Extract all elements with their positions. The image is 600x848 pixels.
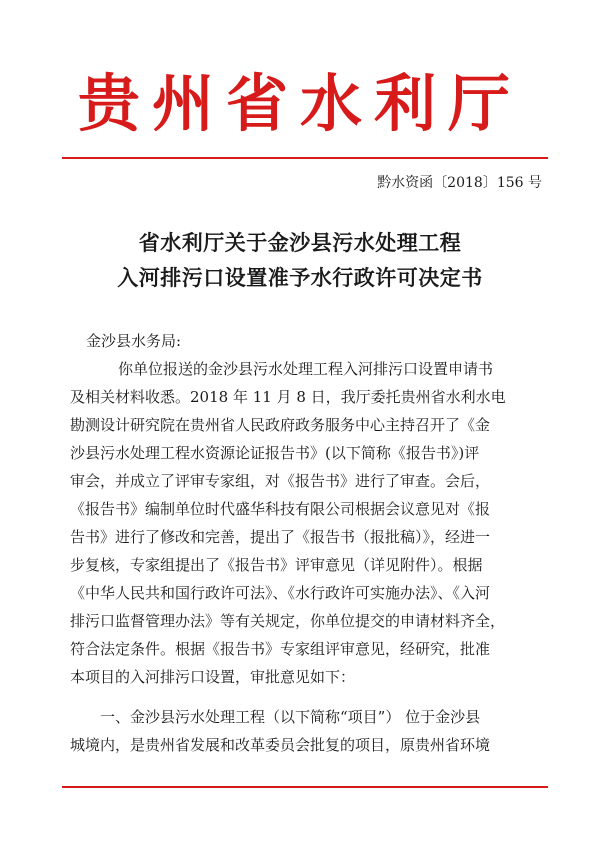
body-line: 勘测设计研究院在贵州省人民政府政务服务中心主持召开了《金	[70, 416, 491, 434]
body-line: 《报告书》编制单位时代盛华科技有限公司根据会议意见对《报	[70, 500, 491, 518]
body-line: 及相关材料收悉。2018 年 11 月 8 日，我厅委托贵州省水利水电	[70, 388, 506, 406]
footer-divider	[62, 786, 548, 788]
body-line: 排污口监督管理办法》等有关规定，你单位提交的申请材料齐全，	[70, 612, 506, 630]
body-line: 一、金沙县污水处理工程（以下简称“项目”） 位于金沙县	[100, 708, 481, 726]
document-title-line-2: 入河排污口设置准予水行政许可决定书	[117, 265, 483, 290]
body-line: 城境内，是贵州省发展和改革委员会批复的项目，原贵州省环境	[70, 736, 491, 754]
body-line: 你单位报送的金沙县污水处理工程入河排污口设置申请书	[118, 360, 494, 378]
body-line: 沙县污水处理工程水资源论证报告书》(以下简称《报告书》)评	[70, 444, 480, 462]
body-line: 步复核，专家组提出了《报告书》评审意见（详见附件）。根据	[70, 556, 483, 574]
body-line: 审会，并成立了评审专家组，对《报告书》进行了审查。会后，	[70, 472, 491, 490]
document-title-line-1: 省水利厅关于金沙县污水处理工程	[138, 230, 462, 255]
body-line: 告书》进行了修改和完善，提出了《报告书（报批稿）》，经进一	[70, 528, 491, 546]
addressee: 金沙县水务局:	[86, 332, 182, 350]
letterhead-title: 贵州省水利厅	[77, 67, 522, 140]
body-line: 《中华人民共和国行政许可法》、《水行政许可实施办法》、《入河	[70, 584, 491, 602]
body-line: 本项目的入河排污口设置，审批意见如下：	[70, 668, 356, 686]
document-number: 黔水资函〔2018〕156 号	[377, 175, 542, 191]
body-line: 符合法定条件。根据《报告书》专家组评审意见，经研究，批准	[70, 640, 491, 658]
letterhead-divider	[62, 157, 548, 159]
